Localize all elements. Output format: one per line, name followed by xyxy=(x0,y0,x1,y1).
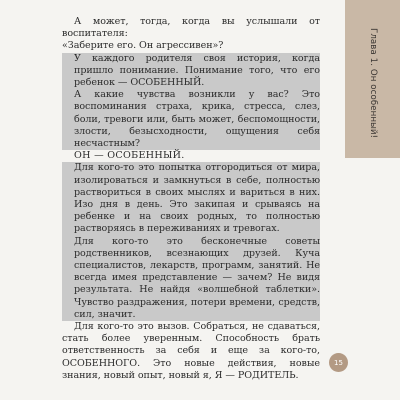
chapter-side-tab xyxy=(345,0,400,158)
paragraph-4: ОН — ОСОБЕННЫЙ. xyxy=(74,150,185,162)
running-head: Глава 1. Он особенный! xyxy=(368,28,378,139)
paragraph-2: У каждого родителя своя история, когда пришло понимание. Понимание того, что его ребенок — ОСОБЕННЫЙ. xyxy=(62,53,320,90)
paragraph-5: Для кого-то это попытка отгородиться от мира, изолироваться и замкнуться в себе, полностью раствориться в своих мыслях и вариться в них. Изо дня в день. Это закипая и срываясь на ребенке и на своих родных, то полностью растворяясь в переживаниях и тревогах. xyxy=(62,162,320,235)
paragraph-1: А может, тогда, когда вы услышали от воспитателя: «Заберите его. Он агрессивен»? xyxy=(62,16,320,52)
paragraph-7: Для кого-то это вызов. Собраться, не сдаваться, стать более уверенным. Способность брать ответственность за себя и еще за кого-то, ОСОБЕННОГО. Это новые действия, новые знания, новый опыт, новый я, Я — РОДИТЕЛЬ. xyxy=(62,321,320,381)
paragraph-3: А какие чувства возникли у вас? Это воспоминания страха, крика, стресса, слез, боли, тревоги или, быть может, беспомощности, злости, безысходности, ощущения себя несчастным? xyxy=(62,89,320,150)
paragraph-6: Для кого-то это бесконечные советы родственников, всезнающих друзей. Куча специалистов, лекарств, программ, занятий. Не всегда имея представление — зачем? Не видя результата. Не найдя «волшебной таблетки». Чувство раздражения, потери времени, средств, сил, значит. xyxy=(62,236,320,321)
body-text xyxy=(62,16,320,382)
page-number: 15 xyxy=(329,353,348,372)
